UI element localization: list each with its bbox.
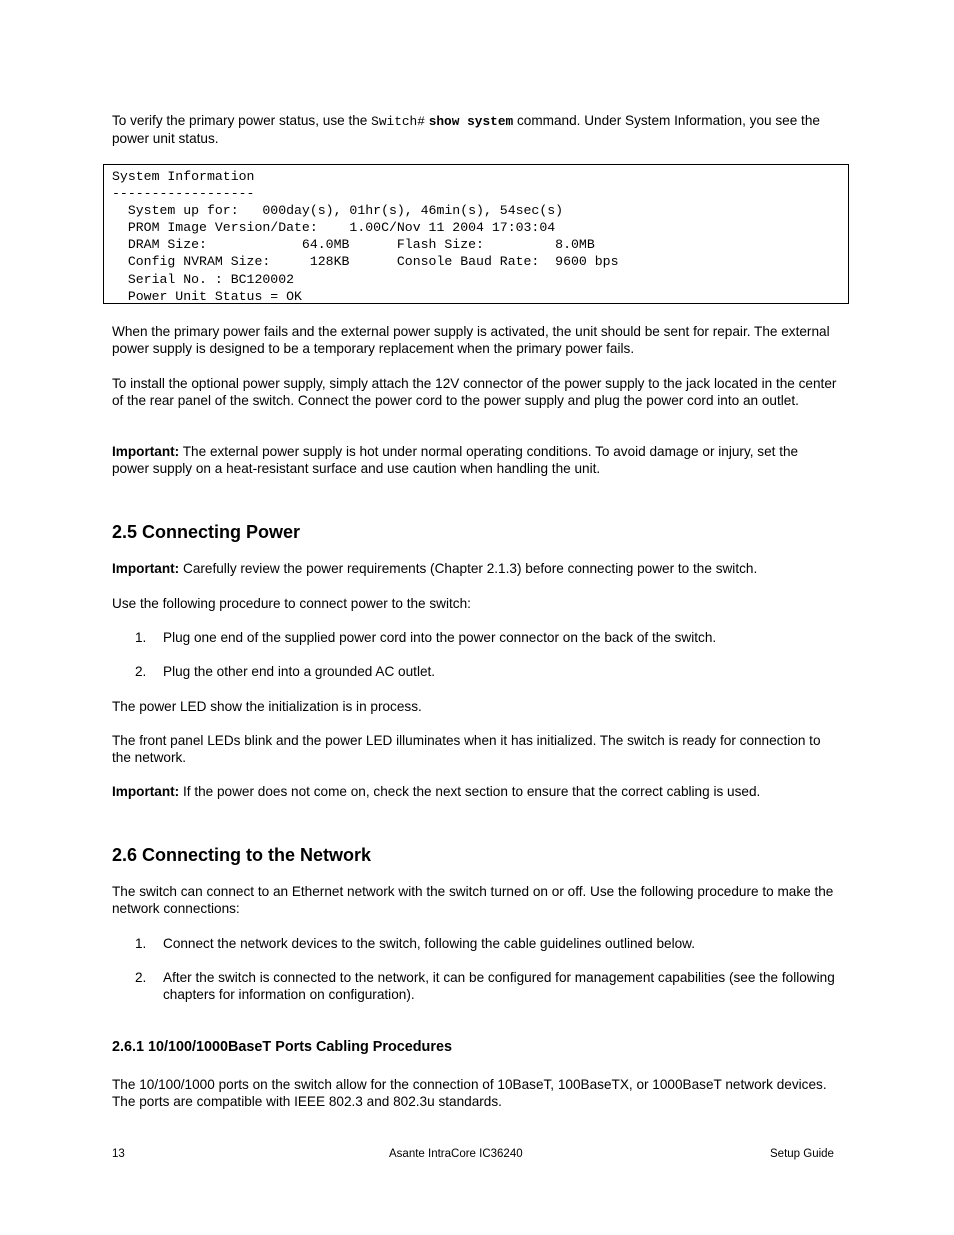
- command-text: show system: [428, 114, 514, 129]
- intro-text-end: command. Under System Information, you see the power unit status.: [112, 113, 820, 146]
- network-intro: The switch can connect to an Ethernet network with the switch turned on or off. Use the following procedure to make the network connections:: [112, 884, 834, 916]
- para-front-panel: The front panel LEDs blink and the power LED illuminates when it has initialized. The switch is ready for connection to the network.: [112, 733, 821, 765]
- heading-2-5: 2.5 Connecting Power: [112, 522, 301, 542]
- footer-guide: Setup Guide: [770, 1148, 834, 1160]
- footer-page-number: 13: [112, 1148, 125, 1160]
- footer-product: Asante IntraCore IC36240: [389, 1148, 523, 1160]
- important-label: Important:: [112, 444, 180, 459]
- important-label: Important:: [112, 784, 180, 799]
- important-note-3: Important: If the power does not come on, check the next section to ensure that the correct cabling is used.: [112, 784, 761, 799]
- important-label: Important:: [112, 561, 180, 576]
- important-note-2: Important: Carefully review the power requirements (Chapter 2.1.3) before connecting power to the switch.: [112, 561, 758, 576]
- para-ports: The 10/100/1000 ports on the switch allow for the connection of 10BaseT, 100BaseTX, or 1000BaseT network devices. The ports are compatible with IEEE 802.3 and 802.3u standards.: [112, 1077, 827, 1109]
- heading-2-6-1: 2.6.1 10/100/1000BaseT Ports Cabling Procedures: [112, 1039, 452, 1055]
- intro-paragraph: [112, 112, 838, 147]
- procedure-intro: Use the following procedure to connect power to the switch:: [112, 596, 471, 611]
- prompt-text: Switch#: [371, 114, 425, 129]
- para-led: The power LED show the initialization is in process.: [112, 699, 422, 714]
- heading-2-6: 2.6 Connecting to the Network: [112, 845, 372, 865]
- para-install: To install the optional power supply, simply attach the 12V connector of the power supply to the jack located in the center of the rear panel of the switch. Connect the power cord to the power supply and plug the power cord into an outlet.: [112, 376, 837, 408]
- important-note-1: Important: The external power supply is hot under normal operating conditions. To avoid damage or injury, set the power supply on a heat-resistant surface and use caution when handling the unit.: [112, 444, 799, 476]
- intro-text: To verify the primary power status, use the: [112, 113, 372, 128]
- para-power-fail: When the primary power fails and the external power supply is activated, the unit should be sent for repair. The external power supply is designed to be a temporary replacement when the primary power fails.: [112, 324, 830, 356]
- code-block: [103, 164, 849, 304]
- code-block-text: System Information ------------------ System up for: 000day(s), 01hr(s), 46min(s), 54sec(s) PROM Image Version/Date: 1.00C/Nov 11 2004 17:03:04 DRAM Size: 64.0MB Flash Size: 8.0MB Config NVRAM Size: 128KB Console Baud Rate: 9600 bps Serial No. : BC120002 Power Unit Status = OK: [112, 169, 619, 304]
